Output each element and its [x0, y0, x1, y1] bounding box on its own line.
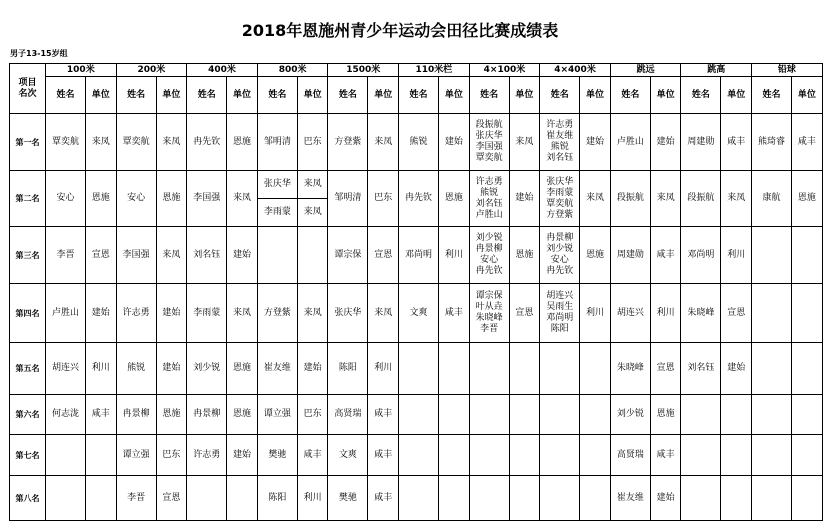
athlete-name: 邹明清: [328, 171, 368, 227]
athlete-name: [399, 435, 439, 476]
athlete-unit: [580, 435, 611, 476]
athlete-name: 许志勇: [187, 435, 227, 476]
athlete-name: [257, 227, 297, 284]
athlete-name: 方登紫: [257, 284, 297, 343]
athlete-name: 熊锐: [116, 343, 156, 395]
athlete-unit: 建始: [650, 114, 681, 171]
athlete-unit: 建始: [721, 343, 752, 395]
event-header: 跳高: [681, 64, 752, 77]
athlete-unit: [792, 476, 823, 521]
athlete-name: 文爽: [328, 435, 368, 476]
athlete-name: 张庆华: [328, 284, 368, 343]
athlete-unit: 利川: [721, 227, 752, 284]
name-header: 姓名: [752, 77, 792, 114]
athlete-name: 冉景柳: [187, 395, 227, 435]
athlete-unit: 咸丰: [297, 435, 328, 476]
table-row: [10, 435, 823, 476]
athlete-name: 冉景柳 刘少锐 安心 冉先钦: [540, 227, 580, 284]
athlete-unit: 建始: [509, 171, 540, 227]
athlete-name: 安心: [116, 171, 156, 227]
unit-header: 单位: [650, 77, 681, 114]
athlete-name: 何志泷: [46, 395, 86, 435]
event-header: 铅球: [752, 64, 823, 77]
table-row: [10, 227, 823, 284]
athlete-name: 李雨蒙: [187, 284, 227, 343]
athlete-name: 刘少锐: [187, 343, 227, 395]
athlete-unit: [509, 343, 540, 395]
athlete-name: 许志勇: [116, 284, 156, 343]
name-header: 姓名: [46, 77, 86, 114]
athlete-name: 刘少锐 冉景柳 安心 冉先钦: [469, 227, 509, 284]
athlete-unit: 来凤: [509, 114, 540, 171]
athlete-unit: [297, 227, 328, 284]
unit-header: 单位: [721, 77, 752, 114]
athlete-unit: 建始: [650, 476, 681, 521]
athlete-name: 周建勋: [610, 227, 650, 284]
athlete-name: 高贤瑞: [610, 435, 650, 476]
athlete-unit: 恩施: [227, 114, 258, 171]
athlete-unit: [509, 435, 540, 476]
athlete-unit: 咸丰: [650, 227, 681, 284]
unit-header: 单位: [156, 77, 187, 114]
athlete-name: 周建勋: [681, 114, 721, 171]
athlete-name: 冉先钦: [399, 171, 439, 227]
page-title: 2018年恩施州青少年运动会田径比赛成绩表: [241, 21, 559, 40]
athlete-unit: [86, 435, 117, 476]
athlete-unit: 来凤: [297, 284, 328, 343]
athlete-name: 卢胜山: [46, 284, 86, 343]
athlete-unit: [580, 476, 611, 521]
athlete-unit: [792, 435, 823, 476]
athlete-unit: 利川: [86, 343, 117, 395]
athlete-unit: [792, 227, 823, 284]
event-header: 100米: [46, 64, 117, 77]
unit-header: 单位: [368, 77, 399, 114]
athlete-unit: 宣恩: [368, 227, 399, 284]
event-header: 跳远: [610, 64, 681, 77]
unit-header: 单位: [509, 77, 540, 114]
athlete-unit: 宣恩: [156, 476, 187, 521]
event-header: 400米: [187, 64, 258, 77]
athlete-name: 朱晓峰: [610, 343, 650, 395]
unit-header: 单位: [792, 77, 823, 114]
event-header: 4×100米: [469, 64, 540, 77]
athlete-name: 陈阳: [257, 476, 297, 521]
athlete-name: 卢胜山: [610, 114, 650, 171]
athlete-name: 高贤瑞: [328, 395, 368, 435]
athlete-name: [752, 227, 792, 284]
athlete-name: 安心: [46, 171, 86, 227]
rank-label: 第五名: [10, 343, 46, 395]
athlete-unit: 咸丰: [650, 435, 681, 476]
athlete-unit: 恩施: [439, 171, 470, 227]
athlete-unit: [580, 343, 611, 395]
athlete-name: 胡连兴 吴雨生 邓尚明 陈阳: [540, 284, 580, 343]
athlete-name: 邓尚明: [399, 227, 439, 284]
athlete-unit: 建始: [156, 284, 187, 343]
athlete-unit: 巴东: [368, 171, 399, 227]
athlete-unit: 来凤: [580, 171, 611, 227]
athlete-name: [540, 476, 580, 521]
athlete-name: 熊琦睿: [752, 114, 792, 171]
athlete-unit: 来凤 来凤: [297, 171, 328, 227]
athlete-unit: 咸丰: [368, 476, 399, 521]
athlete-unit: 咸丰: [368, 395, 399, 435]
athlete-unit: 利川: [368, 343, 399, 395]
athlete-unit: 来凤: [721, 171, 752, 227]
results-table: [9, 63, 823, 521]
athlete-unit: 利川: [650, 284, 681, 343]
event-header: 1500米: [328, 64, 399, 77]
athlete-unit: 建始: [86, 284, 117, 343]
athlete-unit: [721, 476, 752, 521]
name-header: 姓名: [257, 77, 297, 114]
athlete-name: 谭立强: [116, 435, 156, 476]
event-header: 800米: [257, 64, 328, 77]
athlete-unit: 恩施: [86, 171, 117, 227]
athlete-unit: 恩施: [792, 171, 823, 227]
athlete-unit: 宣恩: [509, 284, 540, 343]
athlete-name: 樊驰: [257, 435, 297, 476]
athlete-name: 段振航 张庆华 李国强 覃奕航: [469, 114, 509, 171]
athlete-name: 崔友维: [257, 343, 297, 395]
athlete-name: 覃奕航: [116, 114, 156, 171]
athlete-unit: [721, 435, 752, 476]
athlete-unit: [721, 395, 752, 435]
athlete-unit: [439, 476, 470, 521]
athlete-unit: 利川: [297, 476, 328, 521]
name-header: 姓名: [540, 77, 580, 114]
athlete-unit: 建始: [297, 343, 328, 395]
athlete-unit: [580, 395, 611, 435]
athlete-name: [681, 395, 721, 435]
event-header: 4×400米: [540, 64, 611, 77]
athlete-name: 谭宗保 叶从垚 朱晓峰 李晋: [469, 284, 509, 343]
athlete-name: 李国强: [187, 171, 227, 227]
athlete-name: [46, 435, 86, 476]
athlete-name: [187, 476, 227, 521]
athlete-unit: [439, 435, 470, 476]
athlete-name: [469, 395, 509, 435]
athlete-name: 冉景柳: [116, 395, 156, 435]
athlete-name: [399, 476, 439, 521]
event-header: 110米栏: [399, 64, 470, 77]
athlete-name: 康航: [752, 171, 792, 227]
athlete-name: [469, 435, 509, 476]
group-label: 男子13-15岁组: [10, 49, 68, 58]
athlete-unit: 宣恩: [721, 284, 752, 343]
athlete-unit: 恩施: [227, 343, 258, 395]
athlete-unit: 咸丰: [792, 114, 823, 171]
unit-header: 单位: [86, 77, 117, 114]
athlete-unit: 来凤: [227, 284, 258, 343]
athlete-unit: [439, 395, 470, 435]
athlete-unit: 恩施: [580, 227, 611, 284]
athlete-name: 邹明清: [257, 114, 297, 171]
name-header: 姓名: [116, 77, 156, 114]
athlete-unit: [439, 343, 470, 395]
athlete-unit: 宣恩: [650, 343, 681, 395]
table-row: [10, 395, 823, 435]
athlete-unit: 建始: [439, 114, 470, 171]
athlete-name: [469, 343, 509, 395]
athlete-unit: 建始: [227, 227, 258, 284]
corner-label: 项目 名次: [10, 64, 46, 114]
rank-label: 第八名: [10, 476, 46, 521]
athlete-unit: [509, 476, 540, 521]
table-row: [10, 114, 823, 171]
athlete-name: 覃奕航: [46, 114, 86, 171]
athlete-unit: 来凤: [650, 171, 681, 227]
athlete-name: 邓尚明: [681, 227, 721, 284]
athlete-name: 陈阳: [328, 343, 368, 395]
rank-label: 第三名: [10, 227, 46, 284]
table-row: [10, 343, 823, 395]
unit-header: 单位: [439, 77, 470, 114]
rank-label: 第二名: [10, 171, 46, 227]
athlete-unit: 建始: [580, 114, 611, 171]
athlete-name: 樊驰: [328, 476, 368, 521]
athlete-name: 谭宗保: [328, 227, 368, 284]
athlete-name: 崔友维: [610, 476, 650, 521]
athlete-unit: 来凤: [368, 114, 399, 171]
unit-header: 单位: [227, 77, 258, 114]
athlete-name: [752, 343, 792, 395]
athlete-unit: 建始: [156, 343, 187, 395]
athlete-name: 段振航: [610, 171, 650, 227]
athlete-name: [399, 395, 439, 435]
rank-label: 第六名: [10, 395, 46, 435]
event-header: 200米: [116, 64, 187, 77]
athlete-name: 文爽: [399, 284, 439, 343]
athlete-unit: [792, 343, 823, 395]
athlete-name: 胡连兴: [46, 343, 86, 395]
rank-label: 第一名: [10, 114, 46, 171]
athlete-name: [46, 476, 86, 521]
unit-header: 单位: [297, 77, 328, 114]
athlete-name: [752, 435, 792, 476]
athlete-name: [752, 395, 792, 435]
name-header: 姓名: [328, 77, 368, 114]
athlete-name: 朱晓峰: [681, 284, 721, 343]
athlete-name: [399, 343, 439, 395]
athlete-unit: 来凤: [227, 171, 258, 227]
athlete-unit: [792, 395, 823, 435]
athlete-name: 方登紫: [328, 114, 368, 171]
athlete-name: 刘少锐: [610, 395, 650, 435]
athlete-name: [540, 395, 580, 435]
rank-label: 第四名: [10, 284, 46, 343]
athlete-unit: 建始: [227, 435, 258, 476]
rank-label: 第七名: [10, 435, 46, 476]
athlete-unit: [792, 284, 823, 343]
athlete-name: 许志勇 熊锐 刘名钰 卢胜山: [469, 171, 509, 227]
athlete-unit: [86, 476, 117, 521]
athlete-unit: 恩施: [650, 395, 681, 435]
table-row: [10, 476, 823, 521]
athlete-unit: 巴东: [297, 114, 328, 171]
athlete-unit: 恩施: [227, 395, 258, 435]
athlete-unit: 咸丰: [368, 435, 399, 476]
athlete-name: 张庆华 李雨蒙 覃奕航 方登紫: [540, 171, 580, 227]
athlete-name: 张庆华 李雨蒙: [257, 171, 297, 227]
athlete-name: [681, 476, 721, 521]
athlete-name: 冉先钦: [187, 114, 227, 171]
athlete-unit: 宣恩: [86, 227, 117, 284]
athlete-unit: 来凤: [156, 114, 187, 171]
athlete-name: 李国强: [116, 227, 156, 284]
athlete-unit: 咸丰: [721, 114, 752, 171]
athlete-name: 谭立强: [257, 395, 297, 435]
athlete-unit: 来凤: [86, 114, 117, 171]
athlete-name: [540, 435, 580, 476]
table-row: [10, 284, 823, 343]
athlete-unit: 咸丰: [86, 395, 117, 435]
athlete-unit: 恩施: [156, 171, 187, 227]
athlete-unit: 巴东: [156, 435, 187, 476]
unit-header: 单位: [580, 77, 611, 114]
name-header: 姓名: [610, 77, 650, 114]
athlete-name: 段振航: [681, 171, 721, 227]
athlete-unit: 利川: [439, 227, 470, 284]
athlete-unit: 恩施: [156, 395, 187, 435]
athlete-unit: 来凤: [156, 227, 187, 284]
name-header: 姓名: [399, 77, 439, 114]
athlete-name: 熊锐: [399, 114, 439, 171]
athlete-name: 刘名钰: [187, 227, 227, 284]
athlete-name: 许志勇 崔友维 熊锐 刘名钰: [540, 114, 580, 171]
athlete-name: [540, 343, 580, 395]
name-header: 姓名: [681, 77, 721, 114]
athlete-unit: 巴东: [297, 395, 328, 435]
athlete-name: [752, 476, 792, 521]
athlete-unit: 恩施: [509, 227, 540, 284]
name-header: 姓名: [469, 77, 509, 114]
athlete-name: [681, 435, 721, 476]
athlete-name: 刘名钰: [681, 343, 721, 395]
athlete-name: [752, 284, 792, 343]
athlete-unit: 利川: [580, 284, 611, 343]
athlete-name: 李晋: [116, 476, 156, 521]
athlete-unit: 来凤: [368, 284, 399, 343]
athlete-unit: 咸丰: [439, 284, 470, 343]
athlete-name: 胡连兴: [610, 284, 650, 343]
athlete-unit: [509, 395, 540, 435]
table-row: [10, 171, 823, 227]
athlete-name: 李晋: [46, 227, 86, 284]
athlete-unit: [227, 476, 258, 521]
athlete-name: [469, 476, 509, 521]
name-header: 姓名: [187, 77, 227, 114]
